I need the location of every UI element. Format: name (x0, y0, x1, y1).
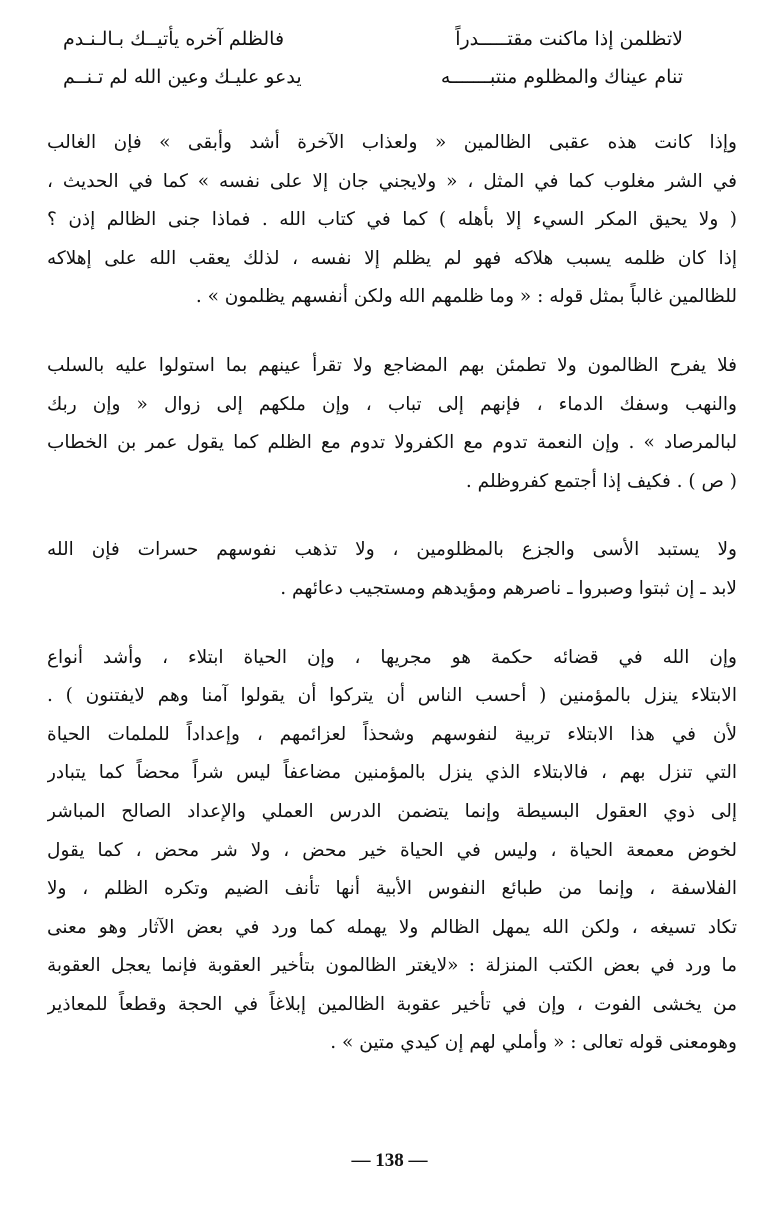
text-line: وإذا كانت هذه عقبى الظالمين « ولعذاب الآخرة أشد وأبقى » فإن الغالب (47, 132, 737, 153)
verse-first-hemistich: تنام عيناك والمظلوم منتبـــــــه (440, 66, 683, 88)
paragraph-1 (47, 124, 737, 317)
text-line: ( ولا يحيق المكر السيء إلا بأهله ) كما في كتاب الله . فماذا جنى الظالم إذن ؟ (47, 209, 737, 231)
text-line: وهومعنى قوله تعالى : « وأملي لهم إن كيدي متين » . (330, 1032, 737, 1054)
verse-second-hemistich: فالظلم آخره يأتيــك بـالـنـدم (63, 28, 285, 50)
verse-line (63, 58, 683, 96)
text-line: من يخشى الفوت ، وإن في تأخير عقوبة الظالمين إبلاغاً في الحجة وقطعاً للمعاذير (47, 993, 737, 1015)
verse-line (63, 20, 683, 58)
body-text (47, 124, 737, 1063)
text-line: وإن الله في قضائه حكمة هو مجريها ، وإن الحياة ابتلاء ، وأشد أنواع (47, 646, 737, 668)
text-line: لخوض معمعة الحياة ، وليس في الحياة خير محض ، ولا شر محض ، كما يقول (47, 839, 737, 861)
text-line: إذا كان ظلمه يسبب هلاكه فهو لم يظلم إلا نفسه ، لذلك يعقب الله على إهلاكه (47, 247, 737, 269)
verse-second-hemistich: يدعو عليـك وعين الله لم تـنــم (63, 66, 302, 88)
text-line: لبالمرصاد » . وإن النعمة تدوم مع الكفرولا تدوم مع الظلم كما يقول عمر بن الخطاب (47, 432, 737, 454)
text-line: ولا يستبد الأسى والجزع بالمظلومين ، ولا تذهب نفوسهم حسرات فإن الله (47, 539, 737, 561)
text-line: والنهب وسفك الدماء ، فإنهم إلى تباب ، وإن ملكهم إلى زوال « وإن ربك (47, 393, 737, 415)
text-line: التي تنزل بهم ، فالابتلاء الذي ينزل بالمؤمنين مضاعفاً ليس شراً محضاً كما يتبادر (47, 762, 737, 784)
text-line: لابد ـ إن ثبتوا وصبروا ـ ناصرهم ومؤيدهم ومستجيب دعائهم . (280, 577, 737, 599)
page-number: — 138 — (351, 1150, 428, 1171)
text-line: إلى ذوي العقول البسيطة وإنما يتضمن الدرس العملي والإعداد الصالح المباشر (47, 800, 737, 822)
text-line: تكاد تسيغه ، ولكن الله يمهل الظالم ولا يهمله كما ورد في بعض الآثار وهو معنى (47, 916, 737, 938)
paragraph-2 (47, 347, 737, 501)
paragraph-4 (47, 639, 737, 1064)
verse-first-hemistich: لاتظلمن إذا ماكنت مقتـــــدراً (455, 28, 683, 50)
paragraph-gap (47, 317, 737, 347)
text-line: فلا يفرح الظالمون ولا تطمئن بهم المضاجع ولا تقرأ عينهم بما استولوا عليه بالسلب (47, 354, 737, 376)
paragraph-3 (47, 531, 737, 608)
paragraph-gap (47, 609, 737, 639)
text-line: الابتلاء ينزل بالمؤمنين ( أحسب الناس أن يتركوا أن يقولوا آمنا وهم لايفتنون ) . (47, 685, 737, 707)
text-line: ما ورد في بعض الكتب المنزلة : «لايغتر الظالمون بتأخير العقوبة فإنما يعجل العقوبة (47, 955, 737, 977)
text-line: ( ص ) . فكيف إذا أجتمع كفروظلم . (465, 470, 737, 492)
paragraph-gap (47, 501, 737, 531)
text-line: للظالمين غالباً بمثل قوله : « وما ظلمهم الله ولكن أنفسهم يظلمون » . (195, 286, 737, 308)
text-line: لأن في هذا الابتلاء تربية لنفوسهم وشحذاً لعزائمهم ، وإعداداً للملمات الحياة (47, 723, 737, 745)
poem-verse (63, 20, 683, 96)
text-line: الفلاسفة ، وإنما من طبائع النفوس الأبية أنها تأنف الضيم وتكره الظلم ، ولا (47, 878, 737, 900)
text-line: في الشر مغلوب كما في المثل ، « ولايجني جان إلا على نفسه » كما في الحديث ، (47, 170, 737, 192)
